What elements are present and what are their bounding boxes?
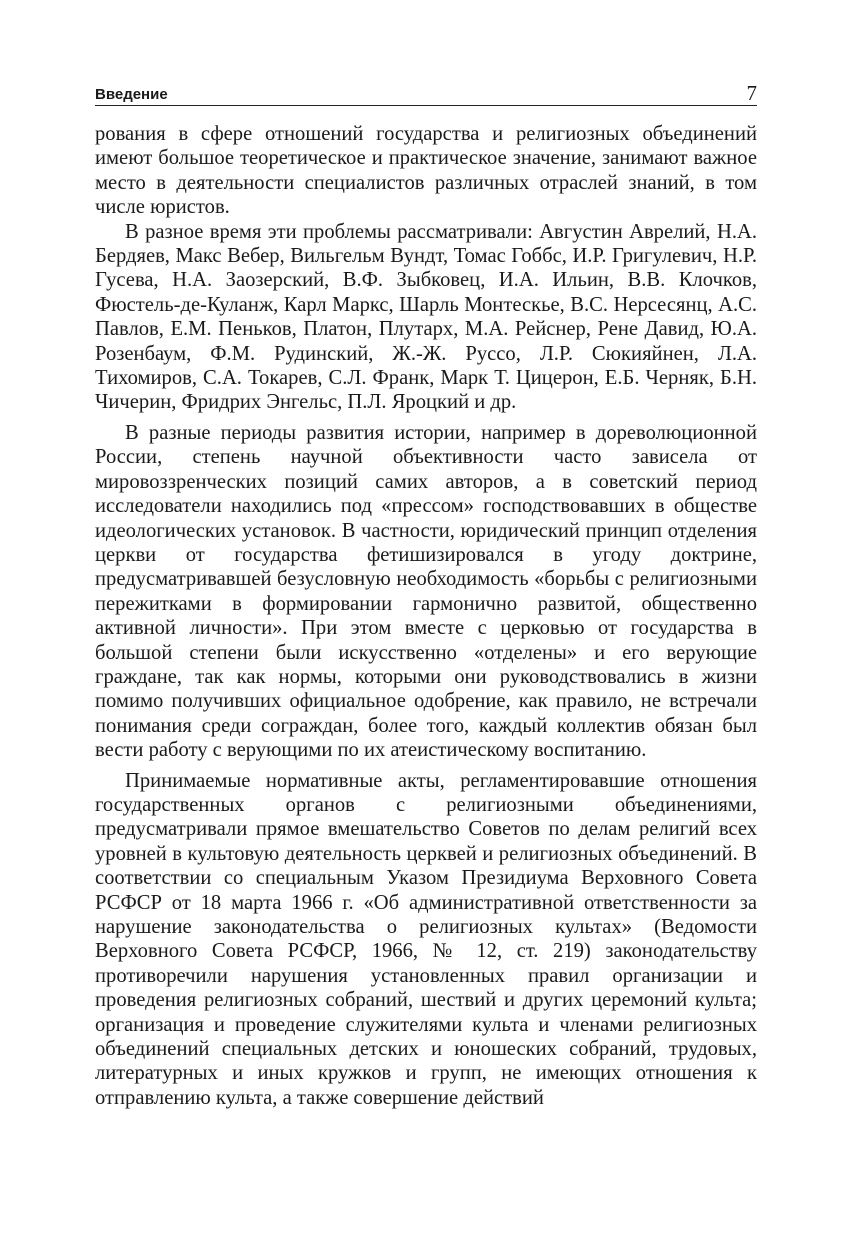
page-number: 7 bbox=[746, 81, 757, 105]
paragraph-historical-periods: В разные периоды развития истории, например в дореволюционной России, степень научной объективности часто зависела от мировоззренческих позиций самих авторов, а в советский период исследователи находились под «прессом» господствовавших в обществе идеологических установок. В частности, юридический принцип отделения церкви от государства фетишизировался в угоду доктрине, предусматривавшей безусловную необходимость «борьбы с религиозными пережитками в формировании гармонично развитой, общественно активной личности». При этом вместе с церковью от государства в большой степени были искусственно «отделены» и его верующие граждане, так как нормы, которыми они руководствовались в жизни помимо получивших официальное одобрение, как правило, не встречали понимания среди сограждан, более того, каждый коллектив обязан был вести работу с верующими по их атеистическому воспитанию. bbox=[95, 421, 757, 762]
book-page bbox=[95, 78, 757, 1110]
paragraph-normative-acts: Принимаемые нормативные акты, регламентировавшие отношения государственных органов с религиозными объединениями, предусматривали прямое вмешательство Советов по делам религий всех уровней в культовую деятельность церквей и религиозных объединений. В соответствии со специальным Указом Президиума Верховного Совета РСФСР от 18 марта 1966 г. «Об административной ответственности за нарушение законодательства о религиозных культах» (Ведомости Верховного Совета РСФСР, 1966, № 12, ст. 219) законодательству противоречили нарушения установленных правил организации и проведения религиозных собраний, шествий и других церемоний культа; организация и проведение служителями культа и членами религиозных объединений специальных детских и юношеских собраний, трудовых, литературных и иных кружков и групп, не имеющих отношения к отправлению культа, а также совершение действий bbox=[95, 769, 757, 1109]
paragraph-continued: рования в сфере отношений государства и религиозных объединений имеют большое теоретическое и практическое значение, занимают важное место в деятельности специалистов различных отраслей знаний, в том числе юристов. bbox=[95, 123, 757, 219]
paragraph-researchers: В разное время эти проблемы рассматривали: Августин Аврелий, Н.А. Бердяев, Макс Вебер, Вильгельм Вундт, Томас Гоббс, И.Р. Григулевич, Н.Р. Гусева, Н.А. Заозерский, В.Ф. Зыбковец, И.А. Ильин, В.В. Клочков, Фюстель-де-Куланж, Карл Маркс, Шарль Монтескье, В.С. Нерсесянц, А.С. Павлов, Е.М. Пеньков, Платон, Плутарх, М.А. Рейснер, Рене Давид, Ю.А. Розенбаум, Ф.М. Рудинский, Ж.-Ж. Руссо, Л.Р. Сюкияйнен, Л.А. Тихомиров, С.А. Токарев, С.Л. Франк, Марк Т. Цицерон, Е.Б. Черняк, Б.Н. Чичерин, Фридрих Энгельс, П.Л. Яроцкий и др. bbox=[95, 220, 757, 414]
running-header bbox=[95, 78, 757, 106]
section-title: Введение bbox=[95, 86, 168, 103]
body-text bbox=[95, 122, 757, 1110]
